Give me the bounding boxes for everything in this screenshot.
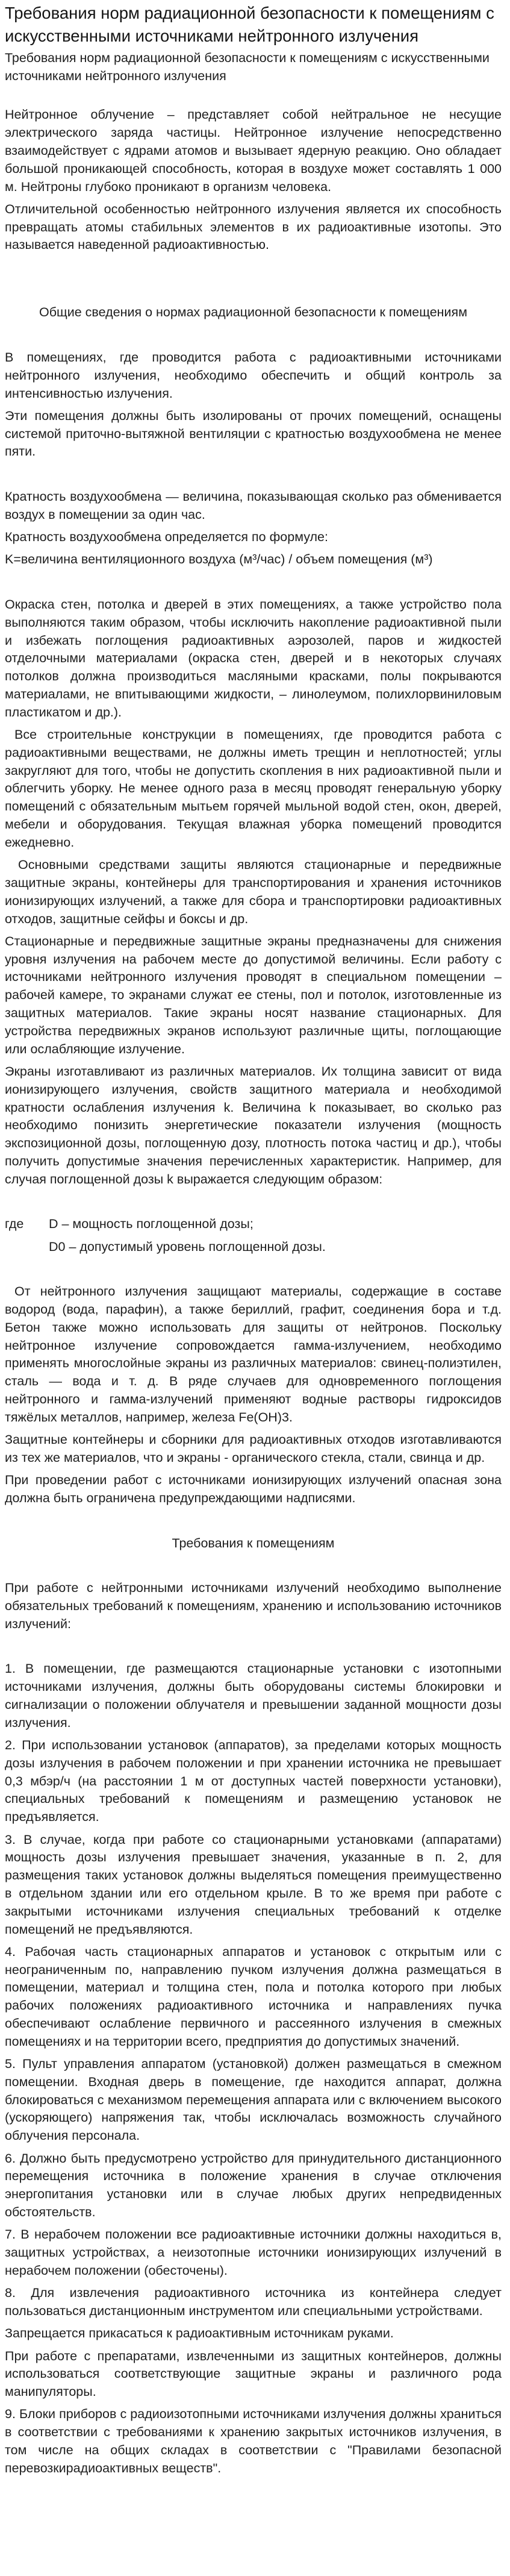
paragraph-monitoring: В помещениях, где проводится работа с радиоактивными источниками нейтронного излучения, необходимо обеспечить и общий контроль за интенсивностью излучения. [5, 349, 502, 401]
requirement-note-manipulators: При работе с препаратами, извлеченными из защитных контейнеров, должны использоваться соответствующие защитные экраны и различного рода манипуляторы. [5, 2348, 502, 2399]
blank-line [5, 327, 502, 345]
page-title: Требования норм радиационной безопасности к помещениям с искусственными источниками нейтронного излучения [5, 4, 494, 45]
paragraph-construction: Все строительные конструкции в помещениях, где проводится работа с радиоактивными веществами, не должны иметь трещин и неплотностей; углы закругляют для того, чтобы не допустить скопления в них радиоактивной пыли и облегчить уборку. Не менее одного раза в месяц проводят генеральную уборку помещений с обязательным мытьем горячей мыльной водой стен, окон, дверей, мебели и оборудования. Текущая влажная уборка помещений проводится ежедневно. [5, 727, 502, 850]
paragraph-danger-zone: При проведении работ с источниками ионизирующих излучений опасная зона должна быть ограничена предупреждающими надписями. [5, 1473, 502, 1505]
requirement-item-5: 5. Пульт управления аппаратом (установкой) должен размещаться в смежном помещении. Входная дверь в помещение, где находится аппарат, должна блокироваться с механизмом перемещения аппарата или с включением высокого (ускоряющего) напряжения так, чтобы исключалась возможность случайного облучения персонала. [5, 2057, 502, 2143]
requirement-item-2: 2. При использовании установок (аппаратов), за пределами которых мощность дозы излучения в рабочем положении и при хранении источника не превышает 0,3 мбэр/ч (на расстоянии 1 м от доступных частей поверхности установки), специальных требований к помещениям и размещению установок не предъявляется. [5, 1738, 502, 1825]
intro-paragraph-induced-radioactivity: Отличительной особенностью нейтронного излучения является их способность превращать атомы стабильных элементов в их радиоактивные изотопы. Это называется наведенной радиоактивностью. [5, 201, 502, 252]
blank-line [5, 1638, 502, 1656]
blank-line [5, 1557, 502, 1575]
formula-legend-d0 [5, 1238, 502, 1256]
section-heading-requirements: Требования к помещениям [172, 1535, 335, 1550]
blank-line [5, 466, 502, 484]
paragraph-containers: Защитные контейнеры и сборники для радиоактивных отходов изготавливаются из тех же материалов, что и экраны - органического стекла, стали, свинца и др. [5, 1432, 502, 1465]
page-subtitle: Требования норм радиационной безопасности к помещениям с искусственными источниками нейтронного излучения [5, 51, 490, 83]
requirement-item-8: 8. Для извлечения радиоактивного источника из контейнера следует пользоваться дистанционным инструментом или специальными устройствами. [5, 2286, 502, 2318]
blank-line [5, 86, 502, 107]
requirement-item-7: 7. В нерабочем положении все радиоактивные источники должны находиться в, защитных устройствах, а неизотопные источники ионизирующих излучений в нерабочем положении (обесточены). [5, 2227, 502, 2278]
requirement-note-no-touching: Запрещается прикасаться к радиоактивным источникам руками. [5, 2326, 394, 2341]
legend-d0-text: D0 – допустимый уровень поглощенной дозы. [49, 1239, 326, 1254]
requirements-lead: При работе с нейтронными источниками излучений необходимо выполнение обязательных требований к помещениям, хранению и использованию источников излучений: [5, 1581, 502, 1631]
blank-line [5, 1512, 502, 1530]
paragraph-air-exchange-formula-intro: Кратность воздухообмена определяется по формуле: [5, 530, 328, 545]
formula-legend-d [5, 1215, 502, 1233]
requirement-item-6: 6. Должно быть предусмотрено устройство для принудительного дистанционного перемещения источника в положение хранения в случае отключения энергопитания установки или в случае любых других непредвиденных обстоятельств. [5, 2151, 502, 2219]
paragraph-screens: Стационарные и передвижные защитные экраны предназначены для снижения уровня излучения на рабочем месте до допустимой величины. Если работу с источниками нейтронного излучения проводят в специальном помещении – рабочей камере, то экранами служат ее стены, пол и потолок, изготовленные из защитных материалов. Такие экраны носят название стационарных. Для устройства передвижных экранов используют различные щиты, поглощающие или ослабляющие излучение. [5, 933, 502, 1056]
requirement-item-1: 1. В помещении, где размещаются стационарные установки с изотопными источниками излучения, должны быть оборудованы системы блокировки и сигнализации о положении облучателя и превышении заданной мощности дозы излучения. [5, 1661, 502, 1730]
section-heading-general: Общие сведения о нормах радиационной безопасности к помещениям [39, 305, 467, 320]
blank-line [5, 281, 502, 299]
requirement-item-3: 3. В случае, когда при работе со стационарными установками (аппаратами) мощность дозы излучения превышает значения, указанные в п. 2, для размещения таких установок должны выделяться помещения преимущественно в отдельном здании или его отдельном крыле. В то же время при работе с закрытыми источниками излучения специальных требований к отделке помещений не предъявляются. [5, 1832, 502, 1937]
paragraph-finishing: Окраска стен, потолка и дверей в этих помещениях, а также устройство пола выполняются таким образом, чтобы исключить накопление радиоактивной пыли и избежать поглощения радиоактивных аэрозолей, паров и жидкостей отделочными материалами (окраска стен, дверей и в некоторых случаях потолков должна производиться масляными красками, полы покрываются материалами, не впитывающими жидкости, – линолеумом, полихлорвиниловым пластикатом и др.). [5, 597, 502, 719]
intro-paragraph-neutron-radiation: Нейтронное облучение – представляет собой нейтральное не несущие электрического заряда частицы. Нейтронное излучение непосредственно взаимодействует с ядрами атомов и вызывает ядерную реакцию. Оно обладает большой проникающей способность, которая в воздухе может составлять 1 000 м. Нейтроны глубоко проникают в организм человека. [5, 107, 502, 194]
air-exchange-formula: K=величина вентиляционного воздуха (м³/час) / объем помещения (м³) [5, 552, 433, 567]
requirement-item-9: 9. Блоки приборов с радиоизотопными источниками излучения должны храниться в соответствии с требованиями к хранению закрытых источников излучения, в том числе на общих складах в соответствии с "Правилами безопасной перевозкирадиоактивных веществ". [5, 2407, 502, 2475]
blank-line [5, 1261, 502, 1279]
paragraph-neutron-shielding: От нейтронного излучения защищают материалы, содержащие в составе водород (вода, парафин), а также бериллий, графит, соединения бора и т.д. Бетон также можно использовать для защиты от нейтронов. Поскольку нейтронное излучение сопровождается гамма-излучением, необходимо применять многослойные экраны из различных материалов: свинец-полиэтилен, сталь — вода и т. д. В ряде случаев для одновременного поглощения нейтронного и гамма-излучений применяют водные растворы гидроксидов тяжёлых металлов, например, железа Fe(OH)3. [5, 1284, 502, 1424]
paragraph-ventilation: Эти помещения должны быть изолированы от прочих помещений, оснащены системой приточно-вытяжной вентиляции с кратностью воздухообмена не менее пяти. [5, 408, 502, 459]
paragraph-protection-means: Основными средствами защиты являются стационарные и передвижные защитные экраны, контейнеры для транспортирования и хранения источников ионизирующих излучений, а также для сбора и транспортировки радиоактивных отходов, защитные сейфы и боксы и др. [5, 857, 502, 926]
requirement-item-4: 4. Рабочая часть стационарных аппаратов и установок с открытым или с неограниченным по, направлению пучком излучения должна размещаться в помещении, материал и толщина стен, пола и потолка которого при любых рабочих положениях радиоактивного источника и направлениях пучка обеспечивают ослабление первичного и рассеянного излучения в смежных помещениях и на территории всего, предприятия до допустимых значений. [5, 1944, 502, 2049]
formula-placeholder [5, 1193, 502, 1211]
paragraph-air-exchange-definition: Кратность воздухообмена — величина, показывающая сколько раз обменивается воздух в помещении за один час. [5, 489, 502, 522]
paragraph-screen-materials: Экраны изготавливают из различных материалов. Их толщина зависит от вида ионизирующего излучения, свойств защитного материала и необходимой кратности ослабления излучения k. Величина k показывает, во сколько раз необходимо понизить энергетические показатели излучения (мощность экспозиционной дозы, поглощенную дозу, плотность потока частиц и др.), чтобы получить допустимые значения перечисленных характеристик. Например, для случая поглощенной дозы k выражается следующим образом: [5, 1064, 502, 1186]
legend-where-label: где [5, 1217, 24, 1232]
blank-line [5, 574, 502, 592]
legend-d-text: D – мощность поглощенной дозы; [49, 1217, 253, 1232]
blank-line [5, 259, 502, 277]
